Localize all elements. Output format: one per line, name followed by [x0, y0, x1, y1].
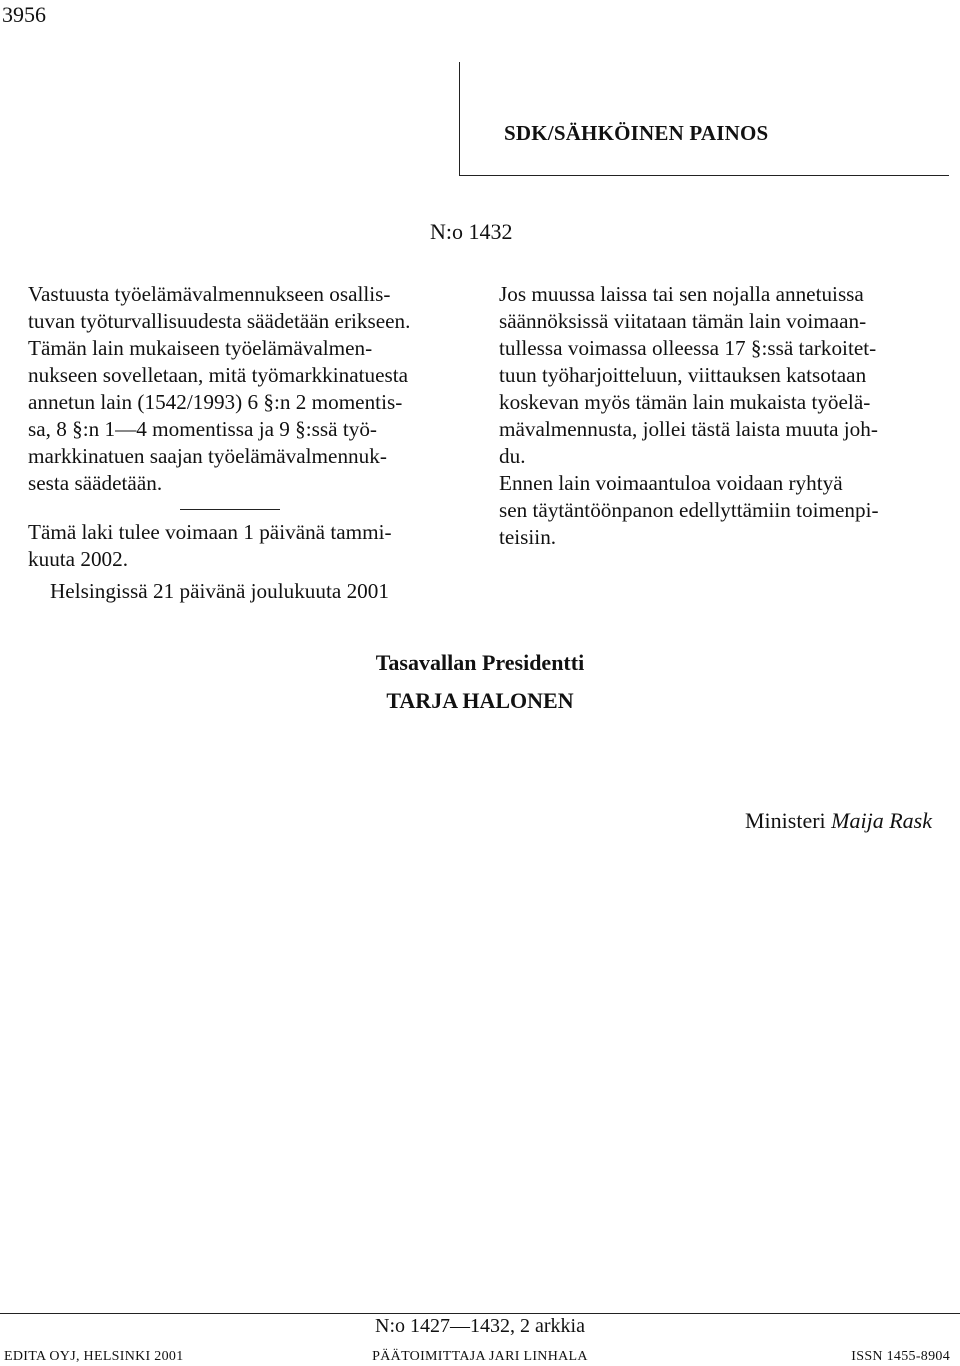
corner-mark-vertical	[459, 62, 460, 176]
text-line: Tämän lain mukaiseen työelämävalmen-	[28, 336, 373, 360]
left-paragraph-1	[28, 281, 453, 497]
footer-printer: EDITA OYJ, HELSINKI 2001	[4, 1349, 184, 1364]
text-line: mävalmennusta, jollei tästä laista muuta joh-	[499, 417, 878, 441]
left-paragraph-2	[28, 519, 453, 573]
section-divider	[180, 509, 280, 510]
text-line: tuun työharjoitteluun, viittauksen katsotaan	[499, 363, 867, 387]
act-number: N:o 1432	[430, 219, 513, 244]
president-name: TARJA HALONEN	[386, 688, 574, 713]
minister-name: Maija Rask	[831, 808, 932, 833]
right-paragraph-1	[499, 281, 955, 470]
text-line: Vastuusta työelämävalmennukseen osallis-	[28, 282, 391, 306]
electronic-edition-stamp: SDK/SÄHKÖINEN PAINOS	[504, 121, 769, 145]
text-line: säännöksissä viitataan tämän lain voimaan-	[499, 309, 867, 333]
signing-date-line: Helsingissä 21 päivänä joulukuuta 2001	[50, 579, 389, 603]
text-line: kuuta 2002.	[28, 547, 129, 571]
text-line: annetun lain (1542/1993) 6 §:n 2 momentis-	[28, 390, 403, 414]
footer-editor: PÄÄTOIMITTAJA JARI LINHALA	[372, 1349, 588, 1364]
left-column	[28, 281, 453, 573]
president-title: Tasavallan Presidentti	[375, 650, 585, 675]
footer-divider	[0, 1313, 960, 1314]
footer-issn: ISSN 1455-8904	[851, 1349, 950, 1364]
text-line: sesta säädetään.	[28, 471, 163, 495]
page-number: 3956	[2, 2, 46, 27]
minister-signature	[745, 808, 932, 834]
text-line: nukseen sovelletaan, mitä työmarkkinatuesta	[28, 363, 409, 387]
minister-title: Ministeri	[745, 808, 826, 833]
text-line: markkinatuen saajan työelämävalmennuk-	[28, 444, 387, 468]
text-line: Ennen lain voimaantuloa voidaan ryhtyä	[499, 471, 843, 495]
text-line: tullessa voimassa olleessa 17 §:ssä tarkoitet-	[499, 336, 877, 360]
footer-issue-range: N:o 1427—1432, 2 arkkia	[375, 1315, 585, 1337]
text-line: teisiin.	[499, 525, 557, 549]
corner-mark-horizontal	[459, 175, 949, 176]
text-line: Tämä laki tulee voimaan 1 päivänä tammi-	[28, 520, 392, 544]
text-line: sa, 8 §:n 1—4 momentissa ja 9 §:ssä työ-	[28, 417, 377, 441]
text-line: sen täytäntöönpanon edellyttämiin toimenpi-	[499, 498, 879, 522]
text-line: tuvan työturvallisuudesta säädetään erikseen.	[28, 309, 411, 333]
right-paragraph-2	[499, 470, 955, 551]
text-line: koskevan myös tämän lain mukaista työelä-	[499, 390, 871, 414]
right-column	[499, 281, 955, 551]
text-line: du.	[499, 444, 526, 468]
text-line: Jos muussa laissa tai sen nojalla annetuissa	[499, 282, 864, 306]
